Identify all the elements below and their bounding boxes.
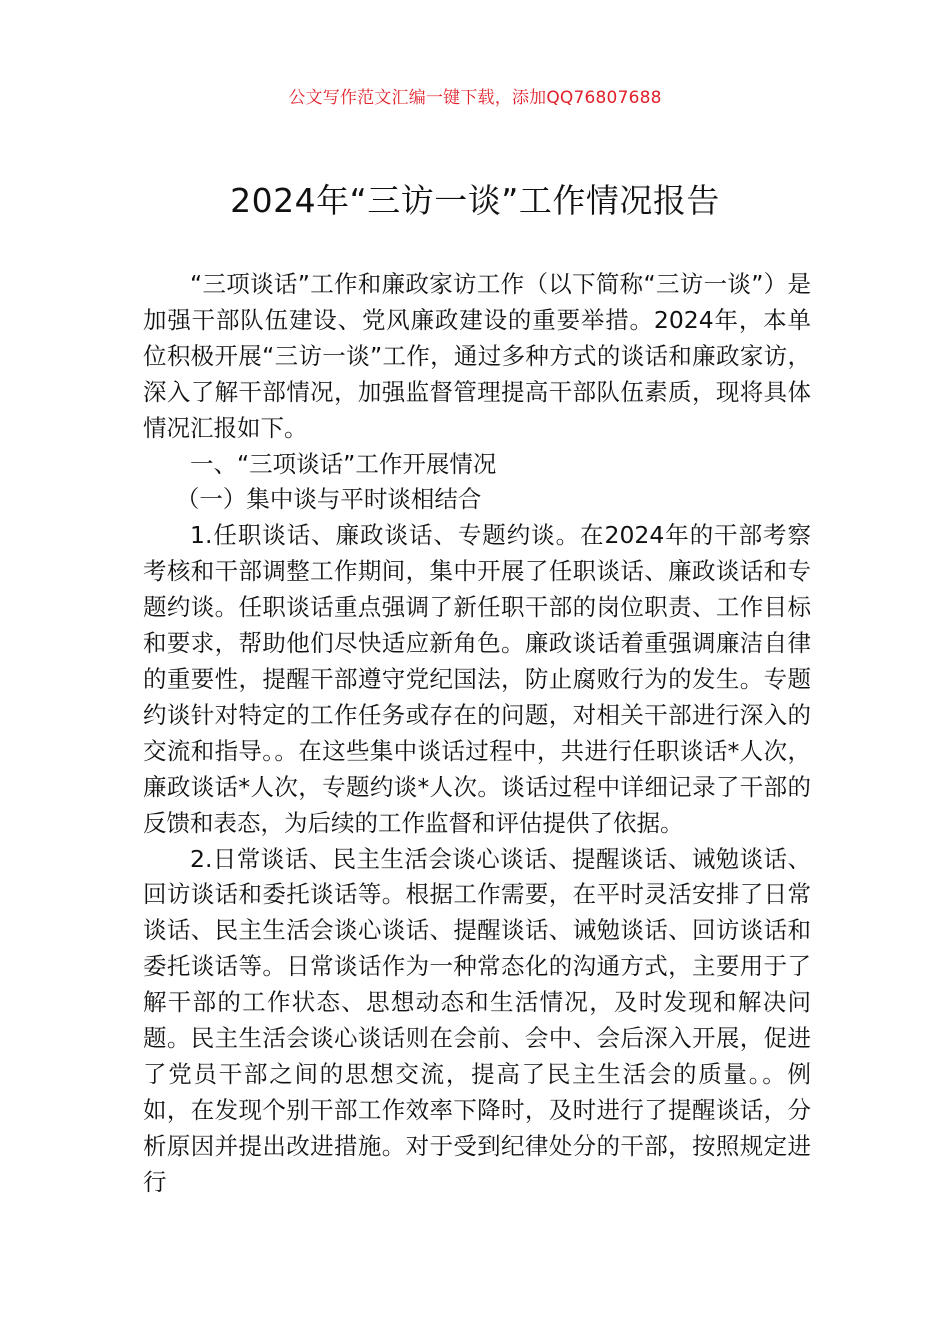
document-body (143, 267, 811, 1201)
body-paragraph-2: 2.日常谈话、民主生活会谈心谈话、提醒谈话、诫勉谈话、回访谈话和委托谈话等。根据工作需要，在平时灵活安排了日常谈话、民主生活会谈心谈话、提醒谈话、诫勉谈话、回访谈话和委托谈话等。日常谈话作为一种常态化的沟通方式，主要用于了解干部的工作状态、思想动态和生活情况，及时发现和解决问题。民主生活会谈心谈话则在会前、会中、会后深入开展，促进了党员干部之间的思想交流，提高了民主生活会的质量。。例如，在发现个别干部工作效率下降时，及时进行了提醒谈话，分析原因并提出改进措施。对于受到纪律处分的干部，按照规定进行 (143, 844, 811, 1196)
document-title: 2024年“三访一谈”工作情况报告 (230, 181, 720, 220)
intro-paragraph: “三项谈话”工作和廉政家访工作（以下简称“三访一谈”）是加强干部队伍建设、党风廉政建设的重要举措。2024年，本单位积极开展“三访一谈”工作，通过多种方式的谈话和廉政家访，深入了解干部情况，加强监督管理提高干部队伍素质，现将具体情况汇报如下。 (143, 270, 811, 442)
section-heading-1: 一、“三项谈话”工作开展情况 (190, 449, 497, 478)
download-promo-banner: 公文写作范文汇编一键下载，添加QQ76807688 (288, 88, 662, 108)
subsection-heading-1: （一）集中谈与平时谈相结合 (175, 485, 482, 514)
body-paragraph-1: 1.任职谈话、廉政谈话、专题约谈。在2024年的干部考察考核和干部调整工作期间，集中开展了任职谈话、廉政谈话和专题约谈。任职谈话重点强调了新任职干部的岗位职责、工作目标和要求，帮助他们尽快适应新角色。廉政谈话着重强调廉洁自律的重要性，提醒干部遵守党纪国法，防止腐败行为的发生。专题约谈针对特定的工作任务或存在的问题，对相关干部进行深入的交流和指导。。在这些集中谈话过程中，共进行任职谈话*人次，廉政谈话*人次，专题约谈*人次。谈话过程中详细记录了干部的反馈和表态，为后续的工作监督和评估提供了依据。 (143, 521, 811, 837)
